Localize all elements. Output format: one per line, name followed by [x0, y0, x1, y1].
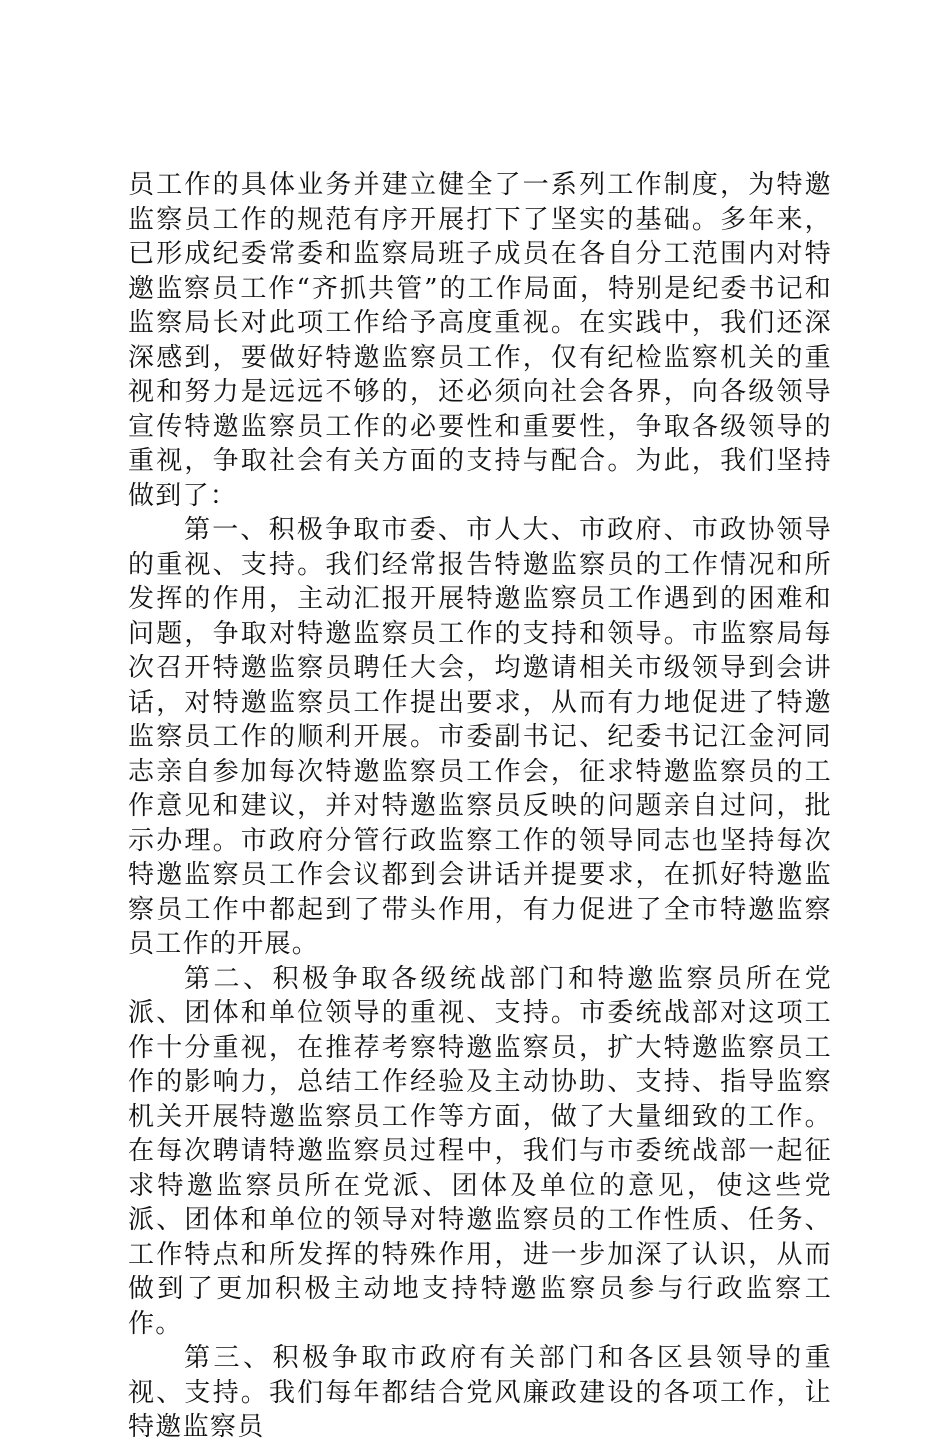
document-body [128, 168, 832, 1445]
paragraph-intro: 员工作的具体业务并建立健全了一系列工作制度，为特邀监察员工作的规范有序开展打下了坚实的基础。多年来，已形成纪委常委和监察局班子成员在各自分工范围内对特邀监察员工作“齐抓共管”的工作局面，特别是纪委书记和监察局长对此项工作给予高度重视。在实践中，我们还深深感到，要做好特邀监察员工作，仅有纪检监察机关的重视和努力是远远不够的，还必须向社会各界，向各级领导宣传特邀监察员工作的必要性和重要性，争取各级领导的重视，争取社会有关方面的支持与配合。为此，我们坚持做到了： [128, 170, 832, 511]
paragraph-third-point: 第三、积极争取市政府有关部门和各区县领导的重视、支持。我们每年都结合党风廉政建设的各项工作，让特邀监察员 [128, 1343, 832, 1442]
paragraph-second-point: 第二、积极争取各级统战部门和特邀监察员所在党派、团体和单位领导的重视、支持。市委统战部对这项工作十分重视，在推荐考察特邀监察员，扩大特邀监察员工作的影响力，总结工作经验及主动协助、支持、指导监察机关开展特邀监察员工作等方面，做了大量细致的工作。在每次聘请特邀监察员过程中，我们与市委统战部一起征求特邀监察员所在党派、团体及单位的意见，使这些党派、团体和单位的领导对特邀监察员的工作性质、任务、工作特点和所发挥的特殊作用，进一步加深了认识，从而做到了更加积极主动地支持特邀监察员参与行政监察工作。 [128, 963, 832, 1339]
paragraph-first-point: 第一、积极争取市委、市人大、市政府、市政协领导的重视、支持。我们经常报告特邀监察员的工作情况和所发挥的作用，主动汇报开展特邀监察员工作遇到的困难和问题，争取对特邀监察员工作的支持和领导。市监察局每次召开特邀监察员聘任大会，均邀请相关市级领导到会讲话，对特邀监察员工作提出要求，从而有力地促进了特邀监察员工作的顺利开展。市委副书记、纪委书记江金河同志亲自参加每次特邀监察员工作会，征求特邀监察员的工作意见和建议，并对特邀监察员反映的问题亲自过问，批示办理。市政府分管行政监察工作的领导同志也坚持每次特邀监察员工作会议都到会讲话并提要求，在抓好特邀监察员工作中都起到了带头作用，有力促进了全市特邀监察员工作的开展。 [128, 515, 832, 959]
